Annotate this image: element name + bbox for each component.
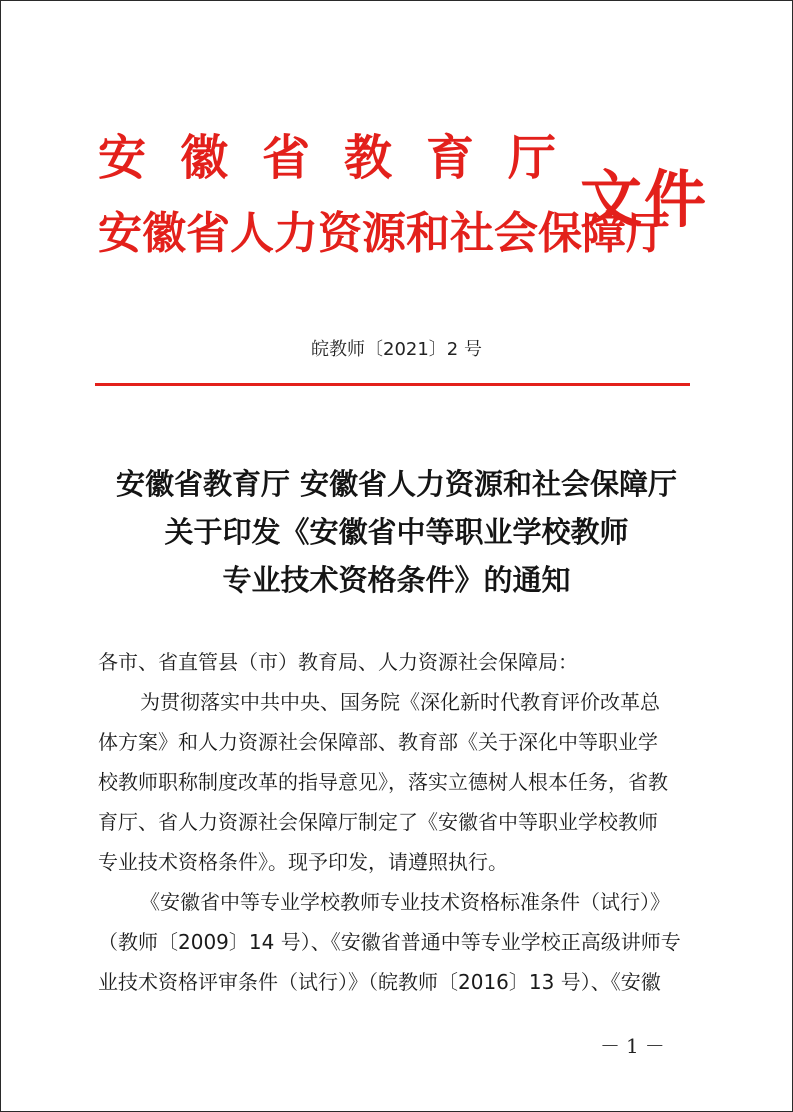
body-line: （教师〔2009〕14 号）、《安徽省普通中等专业学校正高级讲师专 — [98, 930, 681, 954]
body-line: 育厅、省人力资源社会保障厅制定了《安徽省中等职业学校教师 — [98, 810, 658, 834]
body-line: 体方案》和人力资源社会保障部、教育部《关于深化中等职业学 — [98, 730, 658, 754]
title-line-3: 专业技术资格条件》的通知 — [222, 563, 571, 597]
document-title — [0, 460, 793, 604]
title-line-1: 安徽省教育厅 安徽省人力资源和社会保障厅 — [115, 467, 678, 501]
body-line: 业技术资格评审条件（试行）》（皖教师〔2016〕13 号）、《安徽 — [98, 970, 661, 994]
body-line: 《安徽省中等专业学校教师专业技术资格标准条件（试行）》 — [140, 890, 670, 914]
document-body — [98, 642, 693, 1002]
page-number: －1－ — [600, 1034, 671, 1058]
letterhead-issuer-1: 安徽省教育厅 — [98, 130, 591, 186]
letterhead-document-label: 文件 — [580, 163, 709, 236]
body-line: 校教师职称制度改革的指导意见》，落实立德树人根本任务，省教 — [98, 770, 668, 794]
document-number: 皖教师〔2021〕2 号 — [311, 339, 482, 360]
title-line-2: 关于印发《安徽省中等职业学校教师 — [164, 515, 629, 549]
body-line: 为贯彻落实中共中央、国务院《深化新时代教育评价改革总 — [140, 690, 660, 714]
addressee-line: 各市、省直管县（市）教育局、人力资源社会保障局： — [98, 650, 578, 674]
red-separator-line — [95, 383, 690, 386]
letterhead — [0, 0, 793, 300]
letterhead-issuer-2: 安徽省人力资源和社会保障厅 — [98, 208, 670, 259]
body-line: 专业技术资格条件》。现予印发，请遵照执行。 — [98, 850, 508, 874]
